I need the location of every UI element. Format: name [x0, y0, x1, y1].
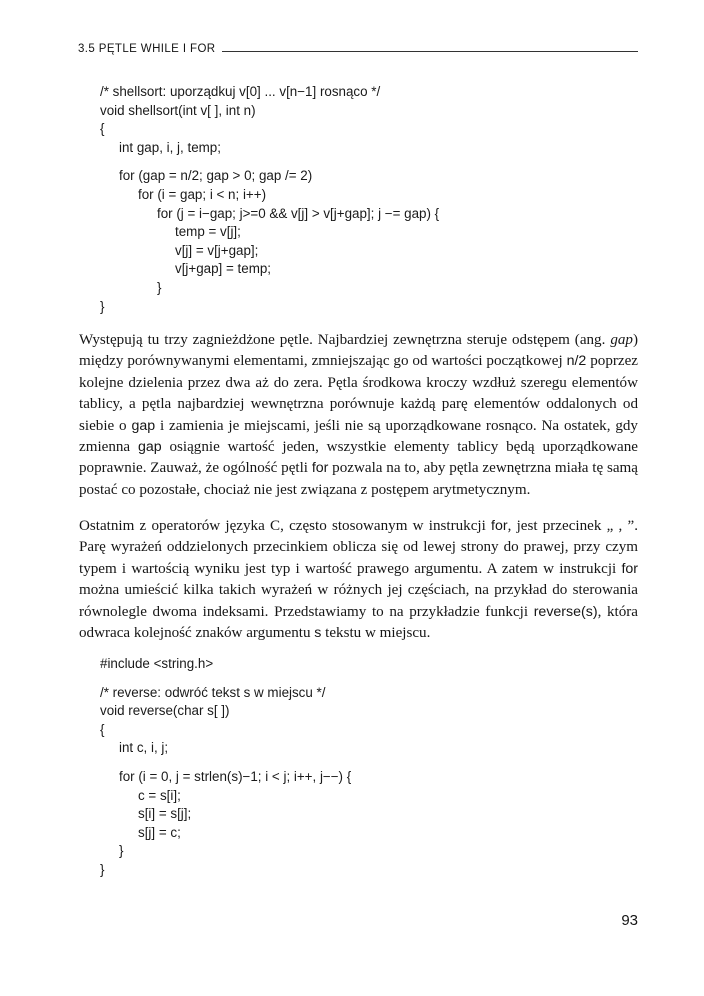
code-line: /* shellsort: uporządkuj v[0] ... v[n−1] rosnąco */ — [100, 84, 381, 99]
code-line: /* reverse: odwróć tekst s w miejscu */ — [100, 684, 326, 700]
code-line: v[j] = v[j+gap]; — [175, 242, 259, 258]
code-line: for (j = i−gap; j>=0 && v[j] > v[j+gap]; j −= gap) { — [157, 205, 440, 221]
running-header — [78, 43, 638, 55]
term-gap: gap — [610, 332, 633, 348]
code-line: for (i = gap; i < n; i++) — [138, 186, 267, 202]
paragraph-comma-operator: Ostatnim z operatorów języka C, często stosowanym w instrukcji for, jest przecinek „ , ”. Parę wyrażeń oddzielonych przecinkiem oblicza się od lewej strony do prawej, przy czym typem i wartością wyniku jest typ i wartość prawego argumentu. A zatem w instrukcji for można umieścić kilka takich wyrażeń w różnych jej częściach, na przykład do sterowania równolegle dwoma indeksami. Przedstawiamy to na przykładzie funkcji reverse(s), która odwraca kolejność znaków argumentu s tekstu w miejscu. — [79, 518, 638, 642]
section-title: 3.5 PĘTLE WHILE I FOR — [78, 43, 216, 55]
code-line: for (i = 0, j = strlen(s)−1; i < j; i++, j−−) { — [119, 768, 352, 784]
code-line: c = s[i]; — [138, 787, 181, 803]
code-line: int c, i, j; — [119, 740, 169, 756]
code-ref: reverse(s) — [533, 603, 598, 620]
code-line: for (gap = n/2; gap > 0; gap /= 2) — [119, 168, 313, 184]
code-ref: gap — [131, 417, 156, 434]
code-line: { — [100, 721, 105, 737]
code-ref: s — [314, 625, 322, 642]
code-line: v[j+gap] = temp; — [175, 261, 272, 277]
code-ref: for — [621, 560, 638, 577]
code-line: { — [100, 121, 105, 137]
code-line: } — [157, 279, 162, 295]
header-rule — [222, 51, 639, 52]
code-ref: n/2 — [566, 353, 587, 370]
paragraph-shellsort-explanation: Występują tu trzy zagnieżdżone pętle. Najbardziej zewnętrzna steruje odstępem (ang. gap) między porównywanymi elementami, zmniejszając go od wartości początkowej n/2 poprzez kolejne dzielenia przez dwa aż do zera. Pętla środkowa kroczy wzdłuż szeregu elementów tablicy, a pętla najbardziej wewnętrzna porównuje każdą parę elementów oddalonych od siebie o gap i zamienia je miejscami, jeśli nie są uporządkowane rosnąco. Na ostatek, gdy zmienna gap osiągnie wartość jeden, wszystkie elementy tablicy będą uporządkowane poprawnie. Zauważ, że ogólność pętli for pozwala na to, aby pętla zewnętrzna miała tę samą postać co pozostałe, chociaż nie jest związana z postępem arytmetycznym. — [79, 332, 638, 498]
shellsort-code-block — [100, 83, 439, 316]
code-line: int gap, i, j, temp; — [119, 139, 221, 155]
code-ref: for — [311, 460, 329, 477]
code-line: s[j] = c; — [138, 824, 181, 840]
code-line: temp = v[j]; — [175, 224, 241, 240]
code-line: void reverse(char s[ ]) — [100, 703, 230, 719]
code-line: } — [100, 861, 105, 877]
code-line: } — [100, 298, 105, 314]
code-line: #include <string.h> — [100, 656, 214, 671]
page-number: 93 — [621, 912, 638, 929]
code-ref: for — [491, 518, 508, 534]
code-line: } — [119, 843, 124, 859]
code-ref: gap — [137, 439, 162, 456]
code-line: void shellsort(int v[ ], int n) — [100, 102, 256, 118]
code-line: s[i] = s[j]; — [138, 806, 192, 822]
reverse-code-block — [100, 655, 351, 880]
